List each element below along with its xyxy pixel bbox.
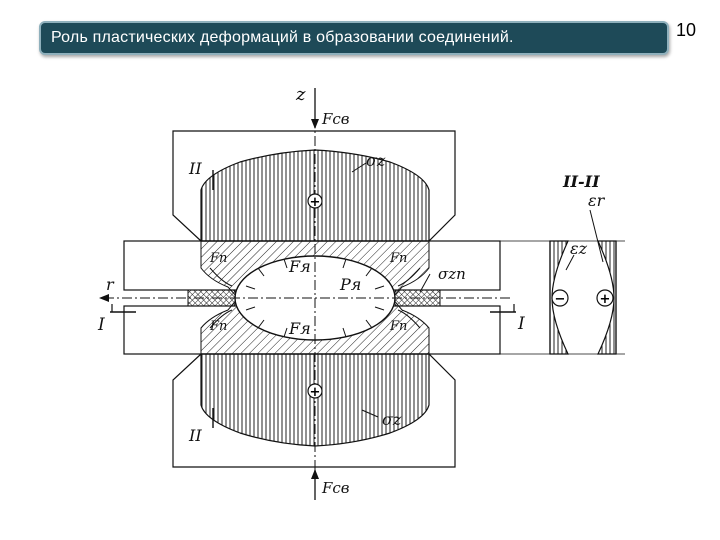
zone-top-label: II bbox=[189, 159, 202, 178]
force-bottom-label: Fсв bbox=[322, 479, 350, 497]
f-p-lower-right: Fп bbox=[390, 319, 408, 334]
f-ya-bottom-label: Fя bbox=[289, 319, 311, 338]
slide-number: 10 bbox=[676, 20, 697, 40]
axis-z-label: z bbox=[296, 84, 306, 105]
zone-bottom-label: II bbox=[189, 426, 202, 445]
sigma-z-bottom-label: σz bbox=[382, 410, 402, 429]
axis-r-label: r bbox=[106, 275, 114, 294]
sigma-zp-label: σzп bbox=[438, 265, 466, 283]
section-right-label: I bbox=[518, 314, 525, 334]
f-p-upper-left: Fп bbox=[210, 251, 228, 266]
sign-top: + bbox=[309, 195, 321, 210]
sign-bottom: + bbox=[309, 385, 321, 400]
f-ya-top-label: Fя bbox=[289, 257, 311, 276]
slide-title: Роль пластических деформаций в образовании соединений. bbox=[51, 29, 514, 46]
eps-z-label: εz bbox=[570, 239, 588, 258]
p-ya-label: Pя bbox=[340, 275, 362, 294]
eps-r-label: εr bbox=[588, 191, 605, 210]
f-p-upper-right: Fп bbox=[390, 251, 408, 266]
sign-right: + bbox=[599, 292, 611, 307]
sign-left: − bbox=[554, 292, 566, 307]
sigma-z-top-label: σz bbox=[366, 151, 386, 170]
section-title-label: II-II bbox=[563, 172, 600, 191]
f-p-lower-left: Fп bbox=[210, 319, 228, 334]
force-top-label: Fсв bbox=[322, 110, 350, 128]
section-left-label: I bbox=[98, 315, 105, 335]
